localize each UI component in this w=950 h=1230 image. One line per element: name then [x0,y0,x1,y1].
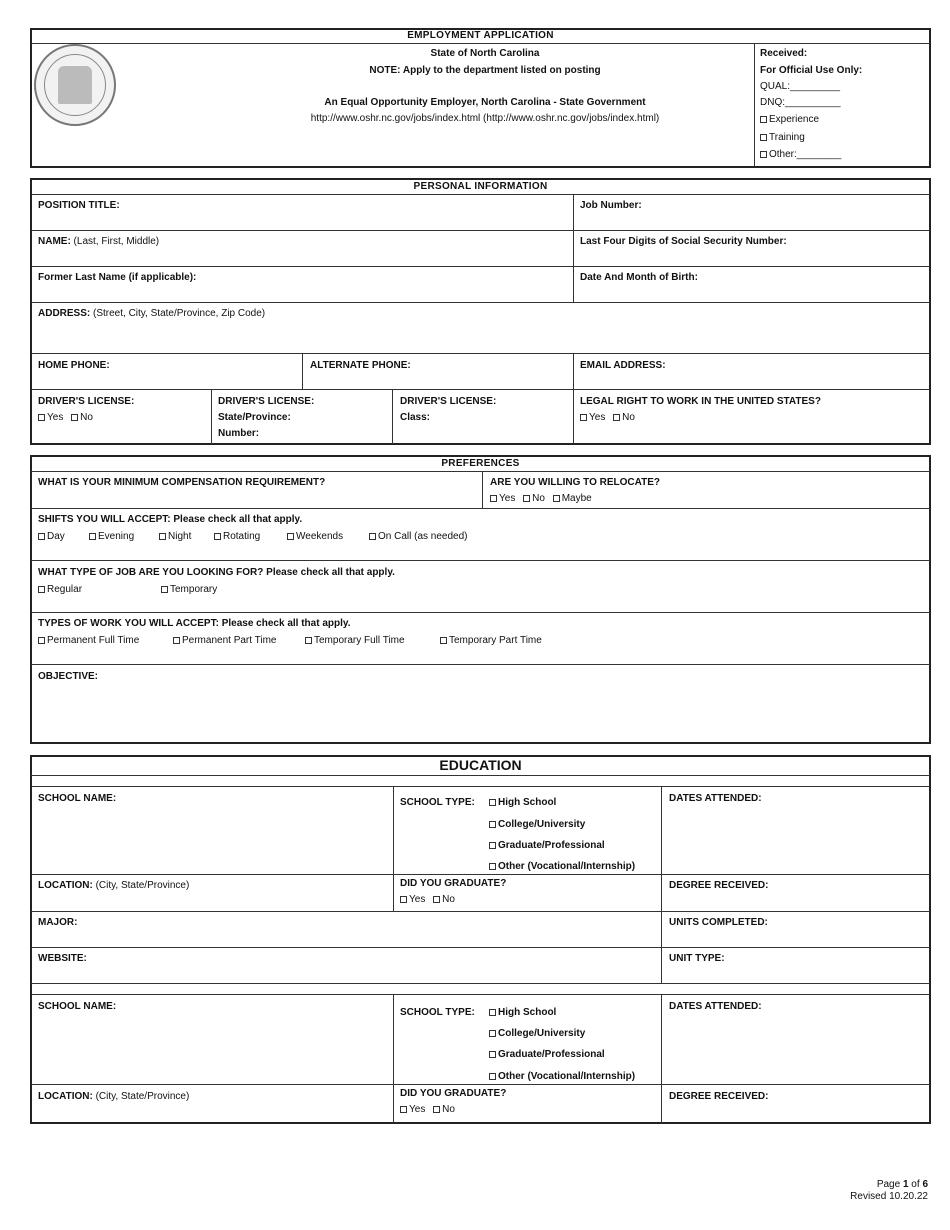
checkbox-icon[interactable] [489,1051,496,1058]
divider [31,983,930,984]
school-name-field[interactable]: SCHOOL NAME: [38,793,117,804]
divider [31,560,930,561]
checkbox-icon [760,116,767,123]
checkbox-icon[interactable] [440,637,447,644]
divider [482,472,483,508]
divider [31,911,930,912]
address-label: ADDRESS: [38,308,91,319]
shift-rotating[interactable] [214,531,260,543]
type-college[interactable] [489,819,585,831]
apply-note: NOTE: Apply to the department listed on posting [369,65,601,76]
divider [31,786,930,787]
school-type-label: SCHOOL TYPE: [400,1007,475,1018]
divider [31,664,930,665]
shift-night[interactable] [159,531,191,543]
work-perm-part[interactable] [173,635,276,647]
dnq-field: DNQ:__________ [760,97,841,108]
training-checkbox [760,132,805,144]
location-field[interactable] [38,1091,189,1103]
location-label: LOCATION: [38,1091,93,1102]
did-graduate-options [400,894,455,906]
divider [31,471,930,472]
experience-checkbox [760,114,819,126]
shift-on-call-label: On Call (as needed) [378,531,468,542]
shifts-label: SHIFTS YOU WILL ACCEPT: Please check all that apply. [38,514,303,525]
checkbox-icon[interactable] [489,821,496,828]
dl-class-label: DRIVER'S LICENSE: [400,396,497,407]
type-other-label: Other (Vocational/Internship) [498,861,636,872]
divider [754,43,755,167]
checkbox-icon[interactable] [580,414,587,421]
drivers-license-options [38,412,93,424]
yes-label: Yes [589,412,606,423]
name-field[interactable] [38,236,159,248]
shift-night-label: Night [168,531,192,542]
shift-evening-label: Evening [98,531,135,542]
divider [573,195,574,302]
work-temp-full[interactable] [305,635,405,647]
type-high-school-label: High School [498,797,557,808]
checkbox-icon[interactable] [38,586,45,593]
checkbox-icon[interactable] [523,495,530,502]
divider [211,390,212,444]
location-field[interactable] [38,880,189,892]
education-box [30,755,931,1124]
position-title-field[interactable]: POSITION TITLE: [38,200,120,211]
divider [31,389,930,390]
no-label: No [80,412,93,423]
training-label: Training [769,132,805,143]
divider [31,230,930,231]
dates-attended-field[interactable]: DATES ATTENDED: [669,793,762,804]
name-hint: (Last, First, Middle) [70,236,160,247]
school-name-field[interactable]: SCHOOL NAME: [38,1001,117,1012]
divider [31,353,930,354]
checkbox-icon [760,151,767,158]
units-completed-field[interactable]: UNITS COMPLETED: [669,917,768,928]
degree-received-field[interactable]: DEGREE RECEIVED: [669,880,769,891]
page-total: 6 [922,1179,928,1190]
checkbox-icon[interactable] [161,586,168,593]
work-temp-part[interactable] [440,635,542,647]
personal-info-title: PERSONAL INFORMATION [413,181,548,192]
type-graduate[interactable] [489,1049,605,1061]
work-perm-full-label: Permanent Full Time [47,635,140,646]
former-last-name-field[interactable]: Former Last Name (if applicable): [38,272,197,283]
type-graduate-label: Graduate/Professional [498,1049,605,1060]
preferences-box [30,455,931,744]
divider [31,612,930,613]
jobs-url: http://www.oshr.nc.gov/jobs/index.html (http://www.oshr.nc.gov/jobs/index.html) [310,113,660,124]
legal-right-label: LEGAL RIGHT TO WORK IN THE UNITED STATES? [580,396,821,407]
min-compensation-field[interactable]: WHAT IS YOUR MINIMUM COMPENSATION REQUIREMENT? [38,477,326,488]
checkbox-icon[interactable] [369,533,376,540]
job-type-temporary[interactable] [161,584,217,596]
checkbox-icon[interactable] [400,1106,407,1113]
work-temp-full-label: Temporary Full Time [314,635,405,646]
ssn-field[interactable]: Last Four Digits of Social Security Number: [580,236,787,247]
checkbox-icon[interactable] [38,533,45,540]
divider [661,787,662,983]
checkbox-icon[interactable] [489,1030,496,1037]
dob-field[interactable]: Date And Month of Birth: [580,272,698,283]
shift-weekends[interactable] [287,531,343,543]
unit-type-field[interactable]: UNIT TYPE: [669,953,725,964]
other-label: Other:________ [769,149,842,160]
divider [31,1084,930,1085]
checkbox-icon[interactable] [287,533,294,540]
dates-attended-field[interactable]: DATES ATTENDED: [669,1001,762,1012]
work-perm-part-label: Permanent Part Time [182,635,277,646]
type-other[interactable] [489,1071,635,1083]
checkbox-icon[interactable] [489,842,496,849]
type-college[interactable] [489,1028,585,1040]
website-field[interactable]: WEBSITE: [38,953,87,964]
no-label: No [442,1104,455,1115]
work-perm-full[interactable] [38,635,139,647]
shift-rotating-label: Rotating [223,531,261,542]
checkbox-icon[interactable] [433,896,440,903]
checkbox-icon[interactable] [214,533,221,540]
qual-field: QUAL:_________ [760,81,841,92]
checkbox-icon[interactable] [489,1009,496,1016]
equal-opportunity-text: An Equal Opportunity Employer, North Carolina - State Government [324,97,646,108]
checkbox-icon [760,134,767,141]
preferences-title: PREFERENCES [441,458,520,469]
relocate-options [490,493,592,505]
no-label: No [622,412,635,423]
divider [392,390,393,444]
checkbox-icon[interactable] [400,896,407,903]
yes-label: Yes [409,1104,426,1115]
address-hint: (Street, City, State/Province, Zip Code) [90,308,266,319]
checkbox-icon[interactable] [173,637,180,644]
objective-field[interactable]: OBJECTIVE: [38,671,99,682]
type-high-school[interactable] [489,797,556,809]
type-college-label: College/University [498,819,586,830]
did-graduate-options [400,1104,455,1116]
education-title: EDUCATION [439,757,522,773]
type-high-school-label: High School [498,1007,557,1018]
divider [393,995,394,1123]
shift-day-label: Day [47,531,65,542]
checkbox-icon[interactable] [613,414,620,421]
divider [31,775,930,776]
divider [393,787,394,911]
divider [302,354,303,389]
yes-label: Yes [499,493,516,504]
shift-day[interactable] [38,531,65,543]
yes-label: Yes [409,894,426,905]
page-of: of [908,1179,923,1190]
location-hint: (City, State/Province) [92,1091,190,1102]
job-number-field[interactable]: Job Number: [580,200,642,211]
checkbox-icon[interactable] [489,1073,496,1080]
dl-class-field[interactable]: Class: [400,412,431,423]
checkbox-icon[interactable] [71,414,78,421]
type-college-label: College/University [498,1028,586,1039]
type-other[interactable] [489,861,635,873]
shift-evening[interactable] [89,531,134,543]
checkbox-icon[interactable] [490,495,497,502]
work-types-label: TYPES OF WORK YOU WILL ACCEPT: Please check all that apply. [38,618,351,629]
official-use-label: For Official Use Only: [760,65,863,76]
other-checkbox [760,149,841,161]
checkbox-icon[interactable] [305,637,312,644]
dl-state-label: DRIVER'S LICENSE: [218,396,315,407]
divider [31,508,930,509]
checkbox-icon[interactable] [433,1106,440,1113]
checkbox-icon[interactable] [553,495,560,502]
alt-phone-field[interactable]: ALTERNATE PHONE: [310,360,411,371]
divider [31,43,930,44]
dl-number-field[interactable]: Number: [218,428,260,439]
type-graduate[interactable] [489,840,605,852]
experience-label: Experience [769,114,820,125]
job-type-label: WHAT TYPE OF JOB ARE YOU LOOKING FOR? Please check all that apply. [38,567,395,578]
degree-received-field[interactable]: DEGREE RECEIVED: [669,1091,769,1102]
divider [31,947,930,948]
checkbox-icon[interactable] [489,863,496,870]
job-type-regular[interactable] [38,584,82,596]
work-temp-part-label: Temporary Part Time [449,635,542,646]
received-label: Received: [760,48,808,59]
state-name: State of North Carolina [430,48,540,59]
checkbox-icon[interactable] [159,533,166,540]
checkbox-icon[interactable] [489,799,496,806]
email-field[interactable]: EMAIL ADDRESS: [580,360,666,371]
divider [31,194,930,195]
type-other-label: Other (Vocational/Internship) [498,1071,636,1082]
shift-on-call[interactable] [369,531,468,543]
location-label: LOCATION: [38,880,93,891]
did-graduate-label: DID YOU GRADUATE? [400,1088,507,1099]
page-number [760,1179,928,1191]
revised-date: Revised 10.20.22 [850,1191,928,1202]
job-type-regular-label: Regular [47,584,83,595]
shift-weekends-label: Weekends [296,531,344,542]
no-label: No [442,894,455,905]
drivers-license-label: DRIVER'S LICENSE: [38,396,135,407]
checkbox-icon[interactable] [89,533,96,540]
divider [31,302,930,303]
relocate-label: ARE YOU WILLING TO RELOCATE? [490,477,660,488]
name-label: NAME: [38,236,71,247]
address-field[interactable] [38,308,265,320]
state-seal-logo [34,44,116,126]
type-graduate-label: Graduate/Professional [498,840,605,851]
form-title: EMPLOYMENT APPLICATION [407,30,554,41]
major-field[interactable]: MAJOR: [38,917,78,928]
divider [31,266,930,267]
home-phone-field[interactable]: HOME PHONE: [38,360,110,371]
divider [661,995,662,1123]
job-type-temporary-label: Temporary [170,584,218,595]
page-num: 1 [902,1179,909,1190]
school-type-label: SCHOOL TYPE: [400,797,475,808]
no-label: No [532,493,545,504]
yes-label: Yes [47,412,64,423]
type-high-school[interactable] [489,1007,556,1019]
divider [31,874,930,875]
page-prefix: Page [876,1179,903,1190]
did-graduate-label: DID YOU GRADUATE? [400,878,507,889]
checkbox-icon[interactable] [38,414,45,421]
divider [573,354,574,444]
divider [31,994,930,995]
checkbox-icon[interactable] [38,637,45,644]
location-hint: (City, State/Province) [92,880,190,891]
maybe-label: Maybe [561,493,592,504]
dl-state-province-field[interactable]: State/Province: [218,412,291,423]
legal-right-options [580,412,635,424]
